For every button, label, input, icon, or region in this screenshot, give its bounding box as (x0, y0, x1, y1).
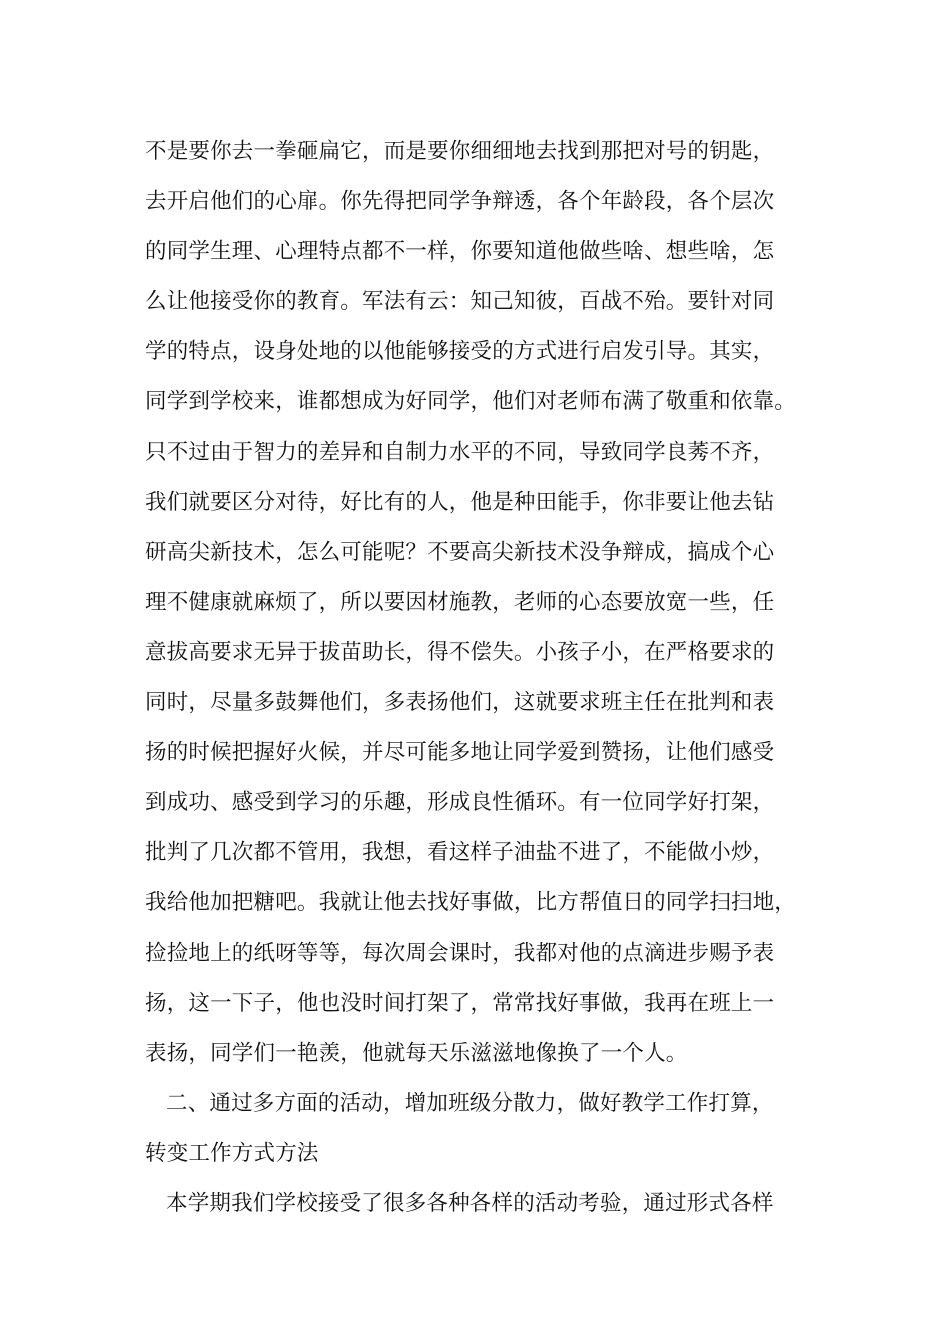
text-line: 的同学生理、心理特点都不一样，你要知道他做些啥、想些啥，怎 (145, 239, 775, 265)
section-heading: 二、通过多方面的活动，增加班级分散力，做好教学工作打算， (166, 1090, 774, 1116)
text-line: 只不过由于智力的差异和自制力水平的不同，导致同学良莠不齐， (145, 439, 775, 465)
text-line: 批判了几次都不管用，我想，看这样子油盐不进了，不能做小炒， (145, 840, 775, 866)
text-line: 扬的时候把握好火候，并尽可能多地让同学爱到赞扬，让他们感受 (145, 740, 775, 766)
text-line: 同时，尽量多鼓舞他们，多表扬他们，这就要求班主任在批判和表 (145, 690, 775, 716)
paragraph-start: 本学期我们学校接受了很多各种各样的活动考验，通过形式各样 (166, 1190, 774, 1216)
section-heading-continued: 转变工作方式方法 (145, 1140, 319, 1166)
text-line: 学的特点，设身处地的以他能够接受的方式进行启发引导。其实， (145, 339, 775, 365)
text-line: 理不健康就麻烦了，所以要因材施教，老师的心态要放宽一些，任 (145, 589, 775, 615)
text-line: 到成功、感受到学习的乐趣，形成良性循环。有一位同学好打架， (145, 790, 775, 816)
text-line: 去开启他们的心扉。你先得把同学争辩透，各个年龄段，各个层次 (145, 189, 775, 215)
body-text (145, 127, 825, 1229)
text-line: 我们就要区分对待，好比有的人，他是种田能手，你非要让他去钻 (145, 489, 775, 515)
text-line: 同学到学校来，谁都想成为好同学，他们对老师布满了敬重和依靠。 (145, 389, 797, 415)
text-line: 捡捡地上的纸呀等等，每次周会课时，我都对他的点滴进步赐予表 (145, 940, 775, 966)
text-line: 扬，这一下子，他也没时间打架了，常常找好事做，我再在班上一 (145, 990, 775, 1016)
text-line: 意拔高要求无异于拔苗助长，得不偿失。小孩子小，在严格要求的 (145, 639, 775, 665)
text-line: 研高尖新技术，怎么可能呢？不要高尖新技术没争辩成，搞成个心 (145, 539, 775, 565)
text-line: 不是要你去一拳砸扁它，而是要你细细地去找到那把对号的钥匙， (145, 139, 775, 164)
text-line: 么让他接受你的教育。军法有云：知己知彼，百战不殆。要针对同 (145, 289, 775, 315)
text-line: 表扬，同学们一艳羡，他就每天乐滋滋地像换了一个人。 (145, 1040, 688, 1066)
text-line: 我给他加把糖吧。我就让他去找好事做，比方帮值日的同学扫扫地， (145, 890, 797, 916)
